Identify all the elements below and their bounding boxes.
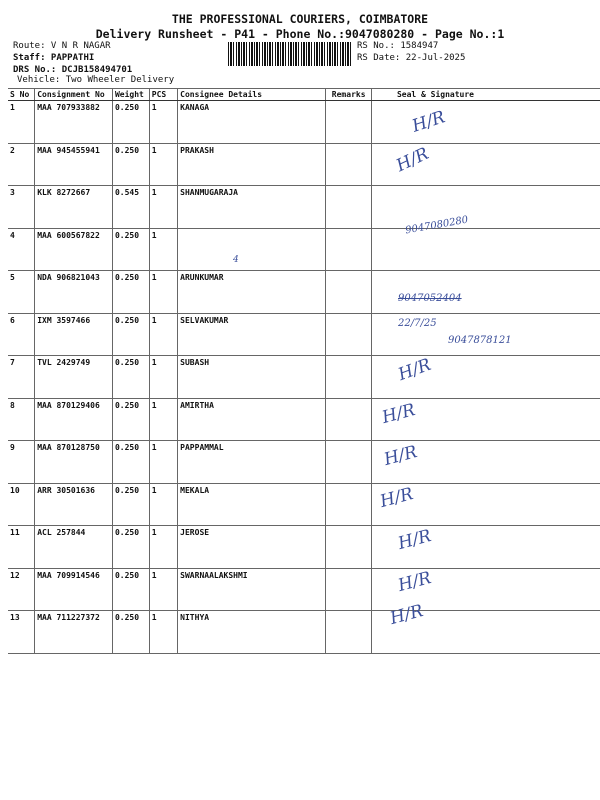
cell-consignment: KLK 8272667 [35, 186, 113, 229]
cell-remarks [326, 271, 372, 314]
cell-pcs: 1 [149, 526, 177, 569]
cell-sno: 2 [8, 143, 35, 186]
col-signature: Seal & Signature [371, 89, 600, 101]
col-remarks: Remarks [326, 89, 372, 101]
cell-remarks [326, 398, 372, 441]
cell-consignee: KANAGA [178, 101, 326, 144]
cell-remarks [326, 611, 372, 654]
table-row [8, 356, 600, 399]
route-label: Route: V N R NAGAR [13, 41, 111, 51]
company-title: THE PROFESSIONAL COURIERS, COIMBATORE [171, 12, 429, 26]
cell-weight: 0.250 [112, 271, 149, 314]
cell-pcs: 1 [149, 101, 177, 144]
cell-consignee: SELVAKUMAR [178, 313, 326, 356]
table-row [8, 483, 600, 526]
handwritten-date: 22/7/25 [398, 318, 437, 329]
cell-pcs: 1 [149, 271, 177, 314]
col-consignment: Consignment No [35, 89, 113, 101]
cell-sno: 5 [8, 271, 35, 314]
cell-weight: 0.250 [112, 228, 149, 271]
cell-remarks [326, 356, 372, 399]
cell-sno: 8 [8, 398, 35, 441]
handwritten-signature: H/R [395, 526, 434, 554]
cell-remarks [326, 101, 372, 144]
cell-remarks [326, 526, 372, 569]
cell-pcs: 1 [149, 356, 177, 399]
vehicle-label: Vehicle: Two Wheeler Delivery [17, 75, 175, 85]
cell-pcs: 1 [149, 143, 177, 186]
table-row [8, 186, 600, 229]
cell-consignment: MAA 711227372 [35, 611, 113, 654]
barcode-image [228, 42, 352, 66]
cell-weight: 0.250 [112, 441, 149, 484]
cell-weight: 0.250 [112, 101, 149, 144]
cell-consignee: PAPPAMMAL [178, 441, 326, 484]
cell-remarks [326, 186, 372, 229]
cell-sno: 6 [8, 313, 35, 356]
table-row [8, 526, 600, 569]
cell-weight: 0.545 [112, 186, 149, 229]
cell-pcs: 1 [149, 313, 177, 356]
col-pcs: PCS [149, 89, 177, 101]
rs-number: RS No.: 1584947 [357, 41, 439, 51]
handwritten-phone: 9047052404 [398, 293, 462, 304]
table-row [8, 143, 600, 186]
cell-consignment: NDA 906821043 [35, 271, 113, 314]
cell-weight: 0.250 [112, 526, 149, 569]
col-consignee: Consignee Details [178, 89, 326, 101]
table-header-row [8, 89, 600, 101]
cell-consignment: ACL 257844 [35, 526, 113, 569]
drs-number: DRS No.: DCJB158494701 [13, 65, 133, 75]
cell-sno: 13 [8, 611, 35, 654]
cell-consignee: NITHYA [178, 611, 326, 654]
handwritten-signature: H/R [395, 354, 434, 386]
col-weight: Weight [112, 89, 149, 101]
rs-date: RS Date: 22-Jul-2025 [357, 53, 466, 63]
runsheet-table [8, 88, 600, 654]
cell-weight: 0.250 [112, 611, 149, 654]
cell-remarks [326, 568, 372, 611]
cell-consignee: AMIRTHA [178, 398, 326, 441]
col-sno: S No [8, 89, 35, 101]
handwritten-mark: 4 [233, 255, 239, 265]
cell-sno: 12 [8, 568, 35, 611]
table-row [8, 611, 600, 654]
handwritten-signature: H/R [409, 107, 448, 137]
staff-label: Staff: PAPPATHI [13, 53, 95, 63]
handwritten-signature: H/R [379, 400, 418, 428]
cell-consignment: MAA 709914546 [35, 568, 113, 611]
cell-weight: 0.250 [112, 568, 149, 611]
cell-pcs: 1 [149, 611, 177, 654]
cell-pcs: 1 [149, 568, 177, 611]
cell-sno: 9 [8, 441, 35, 484]
cell-signature [371, 101, 600, 144]
cell-consignment: ARR 30501636 [35, 483, 113, 526]
handwritten-phone: 9047080280 [404, 214, 470, 237]
table-row [8, 398, 600, 441]
cell-sno: 4 [8, 228, 35, 271]
cell-consignee: PRAKASH [178, 143, 326, 186]
cell-weight: 0.250 [112, 483, 149, 526]
cell-remarks [326, 441, 372, 484]
cell-consignment: MAA 945455941 [35, 143, 113, 186]
cell-consignee: MEKALA [178, 483, 326, 526]
table-row [8, 441, 600, 484]
cell-consignee: ARUNKUMAR [178, 271, 326, 314]
cell-sno: 11 [8, 526, 35, 569]
cell-weight: 0.250 [112, 143, 149, 186]
cell-weight: 0.250 [112, 356, 149, 399]
cell-pcs: 1 [149, 398, 177, 441]
cell-remarks [326, 313, 372, 356]
cell-sno: 3 [8, 186, 35, 229]
handwritten-signature: H/R [377, 484, 416, 512]
cell-consignee: JEROSE [178, 526, 326, 569]
cell-consignee: SWARNAALAKSHMI [178, 568, 326, 611]
handwritten-phone: 9047878121 [448, 335, 512, 346]
cell-signature [371, 186, 600, 229]
cell-consignment: MAA 870128750 [35, 441, 113, 484]
cell-remarks [326, 228, 372, 271]
cell-sno: 1 [8, 101, 35, 144]
cell-pcs: 1 [149, 186, 177, 229]
handwritten-signature: H/R [393, 143, 433, 177]
cell-weight: 0.250 [112, 313, 149, 356]
cell-sno: 7 [8, 356, 35, 399]
cell-pcs: 1 [149, 483, 177, 526]
cell-consignment: TVL 2429749 [35, 356, 113, 399]
cell-remarks [326, 483, 372, 526]
cell-consignment: IXM 3597466 [35, 313, 113, 356]
cell-consignee [178, 228, 326, 271]
cell-sno: 10 [8, 483, 35, 526]
table-row [8, 228, 600, 271]
handwritten-signature: H/R [381, 442, 420, 470]
cell-remarks [326, 143, 372, 186]
table-row [8, 568, 600, 611]
cell-consignee: SHANMUGARAJA [178, 186, 326, 229]
cell-consignment: MAA 600567822 [35, 228, 113, 271]
cell-consignment: MAA 870129406 [35, 398, 113, 441]
cell-signature [371, 271, 600, 314]
cell-pcs: 1 [149, 441, 177, 484]
handwritten-signature: H/R [395, 568, 434, 596]
table-row [8, 101, 600, 144]
handwritten-signature: H/R [387, 601, 426, 629]
runsheet-subtitle: Delivery Runsheet - P41 - Phone No.:9047080280 - Page No.:1 [95, 27, 505, 41]
cell-consignment: MAA 707933882 [35, 101, 113, 144]
cell-weight: 0.250 [112, 398, 149, 441]
cell-consignee: SUBASH [178, 356, 326, 399]
table-row [8, 271, 600, 314]
cell-pcs: 1 [149, 228, 177, 271]
